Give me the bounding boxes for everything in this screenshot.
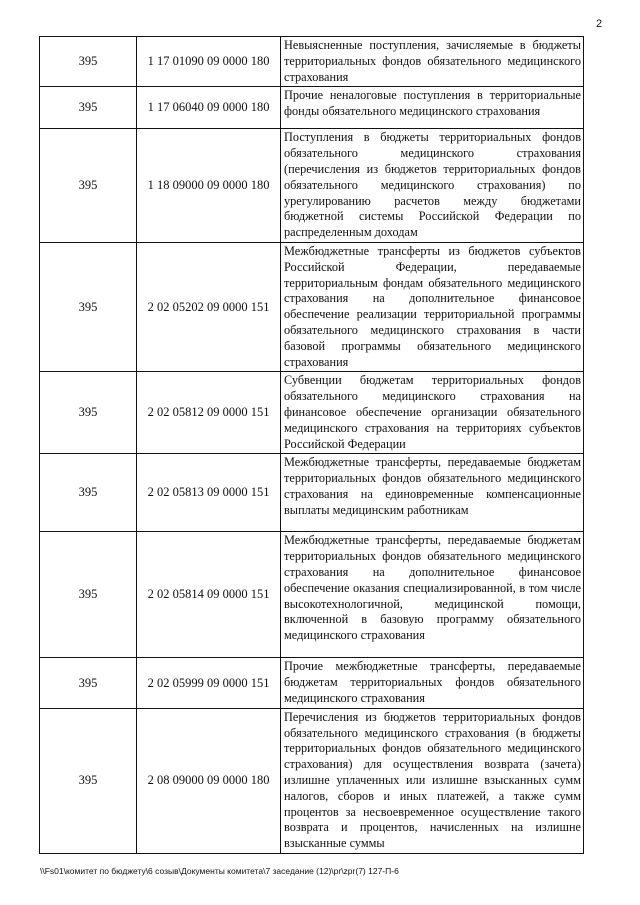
admin-code-cell: 395 xyxy=(40,129,137,243)
table-row xyxy=(40,708,584,853)
table-row xyxy=(40,242,584,371)
description-cell: Перечисления из бюджетов территориальных фондов обязательного медицинского страхования (в бюджеты территориальных фондов обязательного медицинского страхования) для осуществления возврата (зачета) излишне уплаченных или излишне взысканных сумм налогов, сборов и иных платежей, а также сумм процентов за несвоевременное осуществление такого возврата и процентов, начисленных на излишне взысканные суммы xyxy=(281,708,584,853)
admin-code-cell: 395 xyxy=(40,658,137,708)
description-cell: Прочие неналоговые поступления в территориальные фонды обязательного медицинского страхования xyxy=(281,87,584,129)
description-cell: Прочие межбюджетные трансферты, передаваемые бюджетам территориальных фондов обязательного медицинского страхования xyxy=(281,658,584,708)
table-row xyxy=(40,658,584,708)
revenue-code-cell: 1 18 09000 09 0000 180 xyxy=(137,129,281,243)
description-cell: Невыясненные поступления, зачисляемые в бюджеты территориальных фондов обязательного медицинского страхования xyxy=(281,37,584,87)
revenue-code-cell: 1 17 06040 09 0000 180 xyxy=(137,87,281,129)
admin-code-cell: 395 xyxy=(40,708,137,853)
revenue-code-cell: 2 02 05202 09 0000 151 xyxy=(137,242,281,371)
admin-code-cell: 395 xyxy=(40,372,137,454)
revenue-code-cell: 2 02 05814 09 0000 151 xyxy=(137,532,281,658)
revenue-code-cell: 2 02 05813 09 0000 151 xyxy=(137,454,281,532)
page-number: 2 xyxy=(596,18,603,30)
description-cell: Поступления в бюджеты территориальных фондов обязательного медицинского страхования (перечисления из бюджетов территориальных фондов обязательного медицинского страхования) по урегулированию расчетов между бюджетами бюджетной системы Российской Федерации по распределенным доходам xyxy=(281,129,584,243)
admin-code-cell: 395 xyxy=(40,37,137,87)
table-row xyxy=(40,37,584,87)
revenue-code-cell: 2 02 05812 09 0000 151 xyxy=(137,372,281,454)
revenue-code-cell: 2 08 09000 09 0000 180 xyxy=(137,708,281,853)
description-cell: Межбюджетные трансферты, передаваемые бюджетам территориальных фондов обязательного медицинского страхования на единовременные компенсационные выплаты медицинским работникам xyxy=(281,454,584,532)
table-row xyxy=(40,532,584,658)
admin-code-cell: 395 xyxy=(40,242,137,371)
admin-code-cell: 395 xyxy=(40,454,137,532)
admin-code-cell: 395 xyxy=(40,532,137,658)
revenue-code-cell: 1 17 01090 09 0000 180 xyxy=(137,37,281,87)
admin-code-cell: 395 xyxy=(40,87,137,129)
table-row xyxy=(40,87,584,129)
table-row xyxy=(40,454,584,532)
table-row xyxy=(40,372,584,454)
description-cell: Межбюджетные трансферты, передаваемые бюджетам территориальных фондов обязательного медицинского страхования на дополнительное финансовое обеспечение оказания специализированной, в том числе высокотехнологичной, медицинской помощи, включенной в базовую программу обязательного медицинского страхования xyxy=(281,532,584,658)
budget-code-table xyxy=(39,36,584,854)
table-row xyxy=(40,129,584,243)
file-path-footer: \\Fs01\комитет по бюджету\6 созыв\Документы комитета\7 заседание (12)\pr\zpr(7) 127-П-6 xyxy=(40,866,399,876)
description-cell: Субвенции бюджетам территориальных фондов обязательного медицинского страхования на финансовое обеспечение организации обязательного медицинского страхования на территориях субъектов Российской Федерации xyxy=(281,372,584,454)
revenue-code-cell: 2 02 05999 09 0000 151 xyxy=(137,658,281,708)
description-cell: Межбюджетные трансферты из бюджетов субъектов Российской Федерации, передаваемые территориальным фондам обязательного медицинского страхования на дополнительное финансовое обеспечение реализации территориальной программы обязательного медицинского страхования в части базовой программы обязательного медицинского страхования xyxy=(281,242,584,371)
